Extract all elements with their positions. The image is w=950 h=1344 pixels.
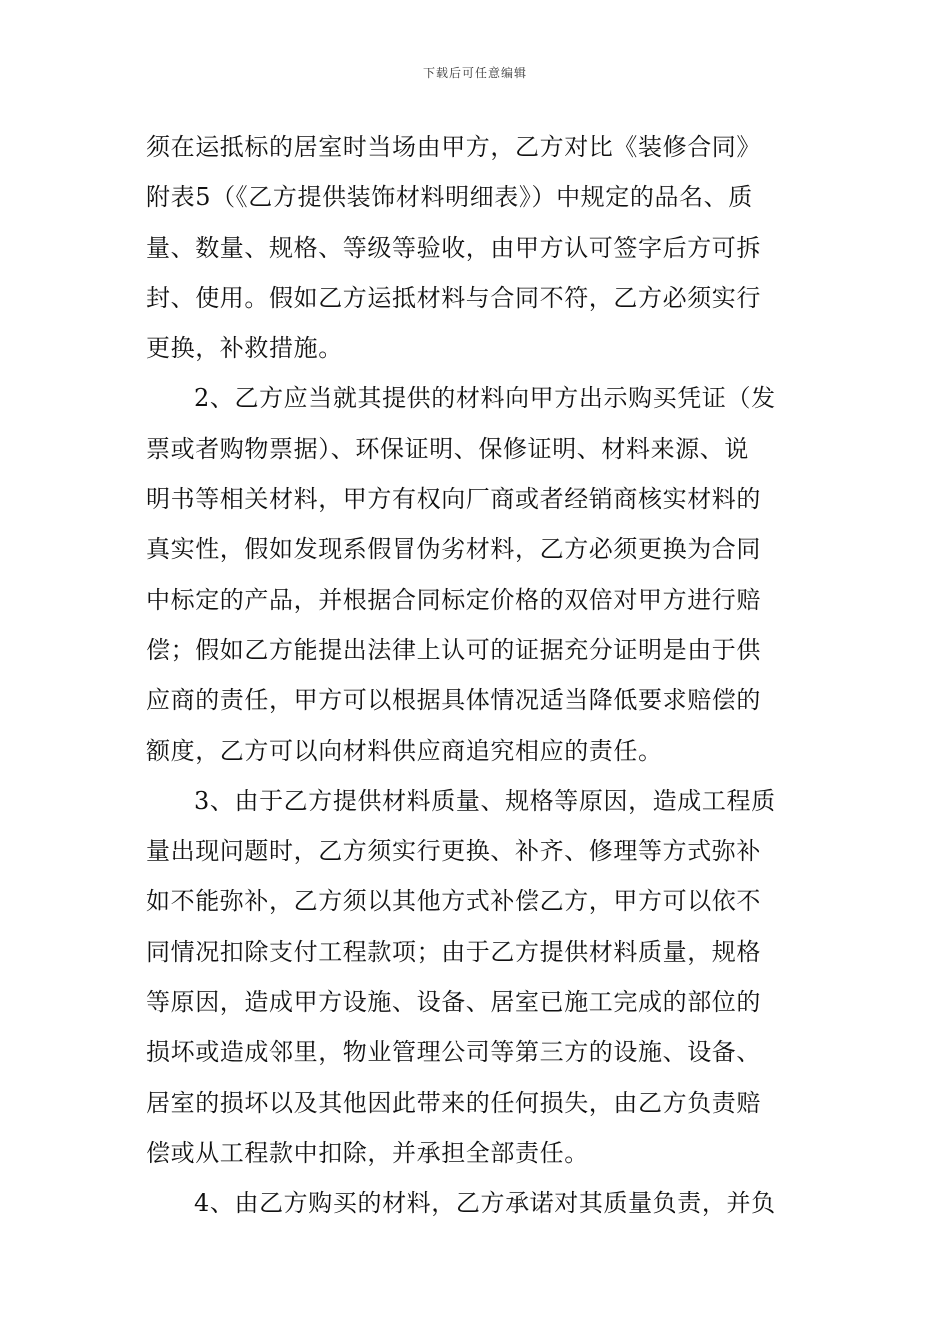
text-line: 同情况扣除支付工程款项；由于乙方提供材料质量，规格 bbox=[146, 937, 761, 966]
paragraph-start-line: 2、乙方应当就其提供的材料向甲方出示购买凭证（发 bbox=[194, 384, 776, 413]
text-line: 真实性，假如发现系假冒伪劣材料，乙方必须更换为合同 bbox=[146, 535, 761, 564]
text-line: 居室的损坏以及其他因此带来的任何损失，由乙方负责赔 bbox=[146, 1088, 761, 1117]
text-line: 额度，乙方可以向材料供应商追究相应的责任。 bbox=[146, 736, 663, 765]
text-line: 明书等相关材料，甲方有权向厂商或者经销商核实材料的 bbox=[146, 485, 761, 514]
text-line: 如不能弥补，乙方须以其他方式补偿乙方，甲方可以依不 bbox=[146, 887, 761, 916]
text-line: 更换，补救措施。 bbox=[146, 334, 343, 363]
text-line: 附表5（《乙方提供装饰材料明细表》）中规定的品名、质 bbox=[146, 183, 753, 212]
paragraph-start-line: 4、由乙方购买的材料，乙方承诺对其质量负责，并负 bbox=[194, 1189, 776, 1218]
text-line: 量、数量、规格、等级等验收，由甲方认可签字后方可拆 bbox=[146, 233, 761, 262]
text-line: 量出现问题时，乙方须实行更换、补齐、修理等方式弥补 bbox=[146, 837, 761, 866]
page-header: 下载后可任意编辑 bbox=[422, 66, 527, 80]
text-line: 中标定的产品，并根据合同标定价格的双倍对甲方进行赔 bbox=[146, 585, 761, 614]
paragraph-start-line: 3、由于乙方提供材料质量、规格等原因，造成工程质 bbox=[194, 786, 776, 815]
document-body bbox=[146, 122, 810, 1229]
text-line: 偿；假如乙方能提出法律上认可的证据充分证明是由于供 bbox=[146, 635, 761, 664]
text-line: 损坏或造成邻里，物业管理公司等第三方的设施、设备、 bbox=[146, 1038, 761, 1067]
text-line: 等原因，造成甲方设施、设备、居室已施工完成的部位的 bbox=[146, 988, 761, 1017]
text-line: 偿或从工程款中扣除，并承担全部责任。 bbox=[146, 1138, 589, 1167]
text-line: 封、使用。假如乙方运抵材料与合同不符，乙方必须实行 bbox=[146, 283, 761, 312]
text-line: 须在运抵标的居室时当场由甲方，乙方对比《装修合同》 bbox=[146, 133, 761, 161]
text-line: 票或者购物票据）、环保证明、保修证明、材料来源、说 bbox=[146, 434, 749, 463]
text-line: 应商的责任，甲方可以根据具体情况适当降低要求赔偿的 bbox=[146, 686, 761, 715]
